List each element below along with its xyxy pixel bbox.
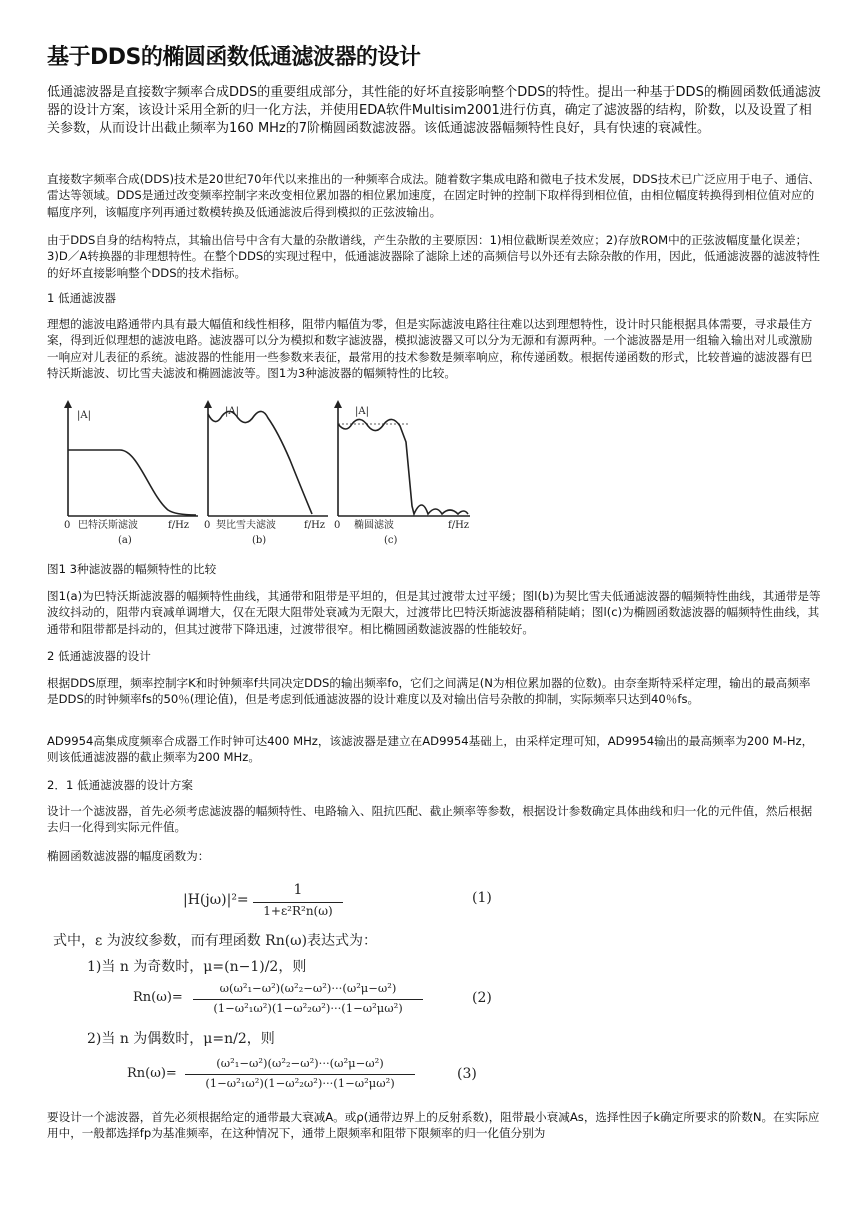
case-even: 2)当 n 为偶数时，μ=n/2，则 bbox=[87, 1031, 275, 1047]
panel-caption-b: 契比雪夫滤波 bbox=[216, 520, 276, 531]
equation-2-denominator: (1−ω²₁ω²)(1−ω²₂ω²)···(1−ω²μω²) bbox=[213, 1001, 403, 1015]
paragraph-amplitude-function: 椭圆函数滤波器的幅度函数为： bbox=[47, 849, 210, 863]
paragraph-design-steps: 要设计一个滤波器，首先必须根据给定的通带最大衰减A。或ρ(通带边界上的反射系数)，阻带最小衰减As，选择性因子k确定所要求的阶数N。在实际应用中，一般都选择fp为基准频率，在这种情况下，通带上限频率和阻带下限频率的归一化值分别为 bbox=[47, 1110, 820, 1141]
x-axis-label-b: f/Hz bbox=[304, 520, 326, 531]
paragraph-design-plan: 设计一个滤波器，首先必须考虑滤波器的幅频特性、电路输入、阻抗匹配、截止频率等参数，根据设计参数确定具体曲线和归一化的元件值，然后根据去归一化得到实际元件值。 bbox=[47, 804, 813, 835]
panel-tag-c: (c) bbox=[384, 535, 398, 546]
equation-2-lhs: Rn(ω)= bbox=[133, 990, 183, 1005]
equation-3-numerator: (ω²₁−ω²)(ω²₂−ω²)···(ω²μ−ω²) bbox=[216, 1056, 384, 1070]
equation-1-numerator: 1 bbox=[293, 882, 303, 898]
panel-caption-c: 椭圆滤波 bbox=[354, 520, 394, 531]
paragraph-filter-theory: 理想的滤波电路通带内具有最大幅值和线性相移，阻带内幅值为零，但是实际滤波电路往往难以达到理想特性，设计时只能根据具体需要，寻求最佳方案，得到近似理想的滤波电路。滤波器可以分为模拟和数字滤波器，模拟滤波器又可以分为无源和有源两种。一个滤波器是用一组输入输出对儿或激励一响应对儿表征的系统。滤波器的性能用一些参数来表征，最常用的技术参数是频率响应，称传递函数。根据传递函数的形式，比较普遍的滤波器有巴特沃斯滤波、切比雪夫滤波和椭圆滤波等。图1为3种滤波器的幅频特性的比较。 bbox=[47, 317, 813, 380]
equation-2-bar bbox=[193, 999, 423, 1000]
equation-2-numerator: ω(ω²₁−ω²)(ω²₂−ω²)···(ω²μ−ω²) bbox=[219, 981, 397, 995]
origin-label-c: 0 bbox=[334, 520, 341, 531]
arrow-icon bbox=[64, 400, 72, 408]
equation-3-bar bbox=[185, 1074, 415, 1075]
equation-1-bar bbox=[253, 902, 343, 903]
origin-label-a: 0 bbox=[64, 520, 71, 531]
panel-tag-b: (b) bbox=[252, 535, 267, 546]
equation-3-number: (3) bbox=[457, 1066, 477, 1082]
equation-3-lhs: Rn(ω)= bbox=[127, 1066, 177, 1081]
case-odd: 1)当 n 为奇数时，μ=(n−1)/2，则 bbox=[87, 959, 307, 975]
x-axis-label-c: f/Hz bbox=[448, 520, 470, 531]
section-heading-2: 2 低通滤波器的设计 bbox=[47, 649, 151, 663]
equation-2-number: (2) bbox=[472, 990, 492, 1006]
equation-1-denominator: 1+ε²R²n(ω) bbox=[263, 904, 333, 918]
abstract: 低通滤波器是直接数字频率合成DDS的重要组成部分，其性能的好坏直接影响整个DDS的特性。提出一种基于DDS的椭圆函数低通滤波器的设计方案，该设计采用全新的归一化方法，并使用EDA软件Multisim2001进行仿真，确定了滤波器的结构，阶数，以及设置了相关参数，从而设计出截止频率为160 MHz的7阶椭圆函数滤波器。该低通滤波器幅频特性良好，具有快速的衰减性。 bbox=[47, 85, 821, 136]
equation-1-number: (1) bbox=[472, 890, 492, 906]
origin-label-b: 0 bbox=[204, 520, 211, 531]
figure-1-caption: 图1 3种滤波器的幅频特性的比较 bbox=[47, 562, 217, 576]
paragraph-intro: 直接数字频率合成(DDS)技术是20世纪70年代以来推出的一种频率合成法。随着数字集成电路和微电子技术发展，DDS技术已广泛应用于电子、通信、雷达等领域。DDS是通过改变频率控制字来改变相位累加器的相位累加速度，在固定时钟的控制下取样得到相位值，由相位幅度转换得到相位值对应的幅度序列，该幅度序列再通过数模转换及低通滤波后得到模拟的正弦波输出。 bbox=[47, 172, 821, 219]
section-heading-1: 1 低通滤波器 bbox=[47, 291, 117, 305]
page-title: 基于DDS的椭圆函数低通滤波器的设计 bbox=[47, 45, 421, 70]
equations-block bbox=[47, 880, 822, 1090]
equation-3-denominator: (1−ω²₁ω²)(1−ω²₂ω²)···(1−ω²μω²) bbox=[205, 1076, 395, 1090]
section-heading-2-1: 2．1 低通滤波器的设计方案 bbox=[47, 778, 193, 792]
equation-1-lhs: |H(jω)|²= bbox=[183, 892, 249, 908]
arrow-icon bbox=[204, 400, 212, 408]
paragraph-ad9954: AD9954高集成度频率合成器工作时钟可达400 MHz，该滤波器是建立在AD9954基础上，由采样定理可知，AD9954输出的最高频率为200 M-Hz，则该低通滤波器的截止频率为200 MHz。 bbox=[47, 734, 814, 765]
arrow-icon bbox=[334, 400, 342, 408]
paragraph-spurious: 由于DDS自身的结构特点，其输出信号中含有大量的杂散谱线，产生杂散的主要原因：1)相位截断误差效应；2)存放ROM中的正弦波幅度量化误差；3)D／A转换器的非理想特性。在整个DDS的实现过程中，低通滤波器除了滤除上述的高频信号以外还有去除杂散的作用，因此，低通滤波器的滤波特性的好坏直接影响整个DDS的技术指标。 bbox=[47, 233, 820, 280]
x-axis-label-a: f/Hz bbox=[168, 520, 190, 531]
y-axis-label-b: |A| bbox=[225, 406, 239, 417]
y-axis-label-a: |A| bbox=[77, 410, 91, 421]
panel-caption-a: 巴特沃斯滤波 bbox=[78, 520, 138, 531]
figure-1 bbox=[50, 400, 480, 546]
panel-tag-a: (a) bbox=[118, 535, 132, 546]
y-axis-label-c: |A| bbox=[355, 406, 369, 417]
paragraph-figure-explanation: 图1(a)为巴特沃斯滤波器的幅频特性曲线，其通带和阻带是平坦的，但是其过渡带太过平缓；图l(b)为契比雪夫低通滤波器的幅频特性曲线，其通带是等波纹抖动的，阻带内衰减单调增大，仅在无限大阻带处衰减为无限大，过渡带比巴特沃斯滤波器稍稍陡峭；图l(c)为椭圆函数滤波器的幅频特性曲线，其通带和阻带都是抖动的，但其过渡带下降迅速，过渡带很窄。相比椭圆函数滤波器的性能较好。 bbox=[47, 589, 821, 636]
paragraph-dds-principle: 根据DDS原理，频率控制字K和时钟频率f共同决定DDS的输出频率fo，它们之间满足(N为相位累加器的位数)。由奈奎斯特采样定理，输出的最高频率是DDS的时钟频率fs的50％(理论值)，但是考虑到低通滤波器的设计难度以及对输出信号杂散的抑制，实际频率只达到40％fs。 bbox=[47, 676, 811, 707]
equation-intro: 式中，ε 为波纹参数，而有理函数 Rn(ω)表达式为： bbox=[53, 933, 378, 949]
